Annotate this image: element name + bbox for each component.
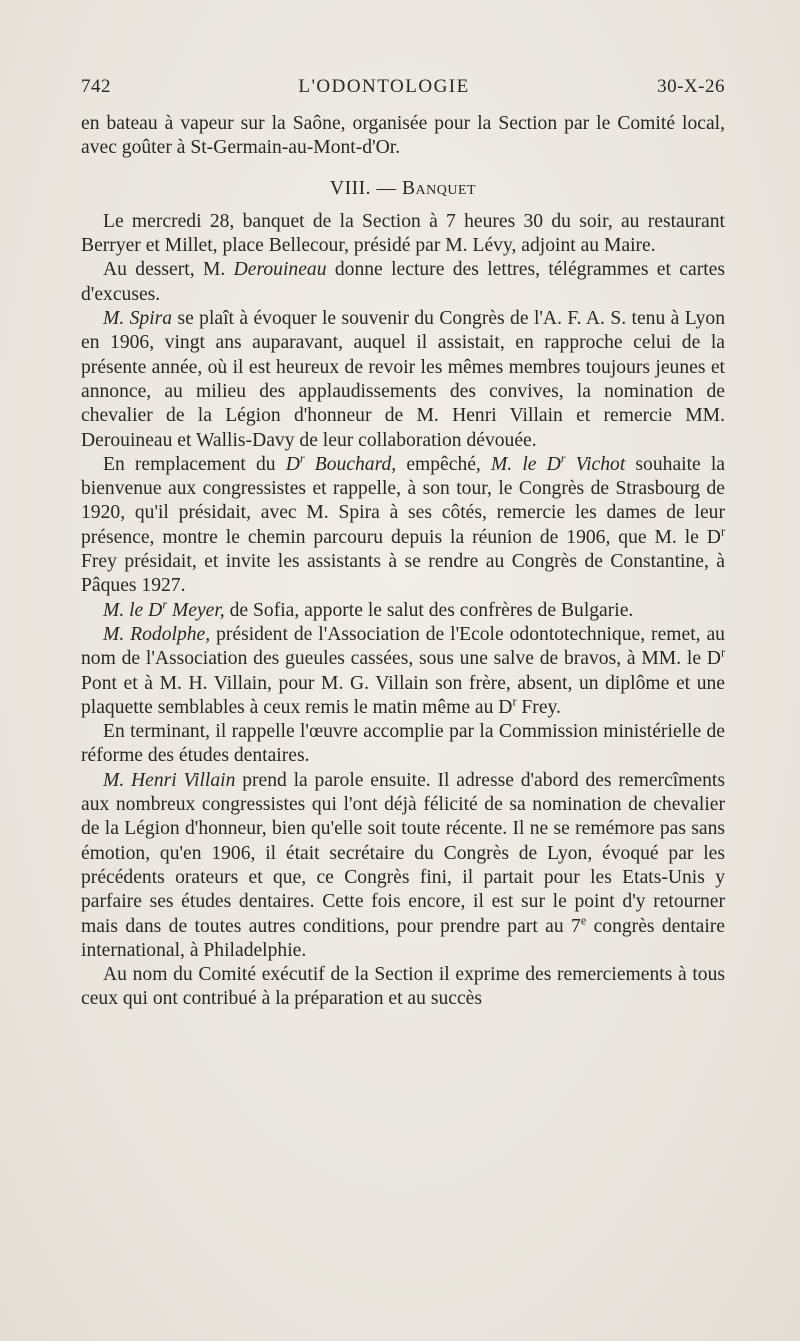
paragraph-commission: En terminant, il rappelle l'œuvre accomplie par la Commission ministérielle de réforme des études dentaires.: [81, 721, 725, 767]
text-run: D: [285, 453, 300, 475]
superscript: r: [560, 451, 566, 466]
speaker-name: M. Spira: [103, 308, 173, 330]
text-run: Frey présidait, et invite les assistants à se rendre au Congrès de Constantine, à Pâques 1927.: [81, 551, 725, 597]
section-numeral: VIII. —: [329, 177, 397, 199]
text-run: Vichot: [565, 453, 626, 475]
text-run: M. le D: [490, 453, 561, 475]
text-run: Au dessert, M.: [103, 259, 234, 281]
superscript: r: [162, 597, 168, 612]
text-run: Bouchard,: [304, 453, 397, 475]
paragraph-comite: Au nom du Comité exécutif de la Section il exprime des remerciements à tous ceux qui ont contribué à la préparation et au succès: [81, 964, 725, 1010]
text-run: En remplacement du: [103, 453, 286, 475]
paragraph-dessert: [81, 258, 725, 307]
text-run: empêché,: [396, 453, 491, 475]
paragraph-rodolphe: [81, 623, 725, 720]
paragraph-spira: [81, 307, 725, 453]
text-run: donne lecture des lettres, télégrammes et cartes d'excuses.: [81, 259, 725, 305]
superscript: r: [512, 694, 517, 709]
section-heading: [81, 177, 725, 201]
speaker-name: [103, 597, 225, 621]
running-header: [81, 76, 725, 98]
text-run: M. le D: [103, 599, 163, 621]
text-run: Pont et à M. H. Villain, pour M. G. Villain son frère, absent, un diplôme et une plaquette semblables à ceux remis le matin même au D: [81, 672, 725, 718]
journal-title: L'ODONTOLOGIE: [298, 76, 470, 97]
text-run: congrès dentaire international, à Philadelphie.: [81, 915, 726, 961]
section-title: Banquet: [401, 177, 477, 199]
text-run: prend la parole ensuite. Il adresse d'abord des remercîments aux nombreux congressistes qui l'ont déjà félicité de sa nomination de chevalier de la Légion d'honneur, bien qu'elle soit toute récente. Il ne se remémore pas sans émotion, qu'en 1906, il était secrétaire du Congrès de Lyon, évoqué par les précédents orateurs et que, ce Congrès fini, il partait pour les Etats-Unis y parfaire ses études dentaires. Cette fois encore, il est sur le point d'y retourner mais dans de toutes autres conditions, pour prendre part au 7: [81, 769, 725, 937]
text-run: Frey.: [516, 696, 561, 718]
text-run: se plaît à évoquer le souvenir du Congrès de l'A. F. A. S. tenu à Lyon en 1906, vingt ans auparavant, auquel il assistait, en rapproche celui de la présente année, où il est heureux de revoir les mêmes membres toujours jeunes et annonce, au milieu des applaudissements des convives, la nomination de chevalier de la Légion d'honneur de M. Henri Villain et remercie MM. Derouineau et Wallis-Davy de leur collaboration dévouée.: [81, 308, 726, 451]
paragraph-banquet: Le mercredi 28, banquet de la Section à 7 heures 30 du soir, au restaurant Berryer et Millet, place Bellecour, présidé par M. Lévy, adjoint au Maire.: [81, 210, 725, 257]
text-run: président de l'Association de l'Ecole odontotechnique, remet, au nom de l'Association des gueules cassées, sous une salve de bravos, à MM. le D: [81, 623, 725, 670]
paragraph-meyer: [81, 599, 725, 623]
speaker-name: M. Rodolphe,: [103, 623, 211, 645]
article-body: [81, 112, 725, 1012]
speaker-name: [490, 451, 626, 475]
text-run: Meyer,: [167, 599, 225, 621]
issue-date: 30-X-26: [657, 76, 725, 97]
superscript: r: [720, 524, 725, 539]
superscript: r: [720, 645, 725, 660]
paragraph-villain: [81, 769, 725, 963]
speaker-name: M. Henri Villain: [103, 769, 236, 791]
superscript: e: [580, 912, 587, 927]
page-number: 742: [81, 76, 111, 97]
continuation-paragraph: en bateau à vapeur sur la Saône, organisée pour la Section par le Comité local, avec goûter à St-Germain-au-Mont-d'Or.: [81, 113, 725, 159]
paragraph-vichot: [81, 453, 725, 599]
text-run: de Sofia, apporte le salut des confrères de Bulgarie.: [224, 599, 634, 621]
superscript: r: [299, 451, 305, 466]
speaker-name: Derouineau: [233, 259, 327, 281]
text-run: souhaite la bienvenue aux congressistes et rappelle, à son tour, le Congrès de Strasbourg de 1920, qu'il présidait, avec M. Spira à ses côtés, remercie les dames de leur présence, montre le chemin parcouru depuis la réunion de 1906, que M. le D: [81, 453, 725, 548]
speaker-name: [285, 451, 397, 475]
